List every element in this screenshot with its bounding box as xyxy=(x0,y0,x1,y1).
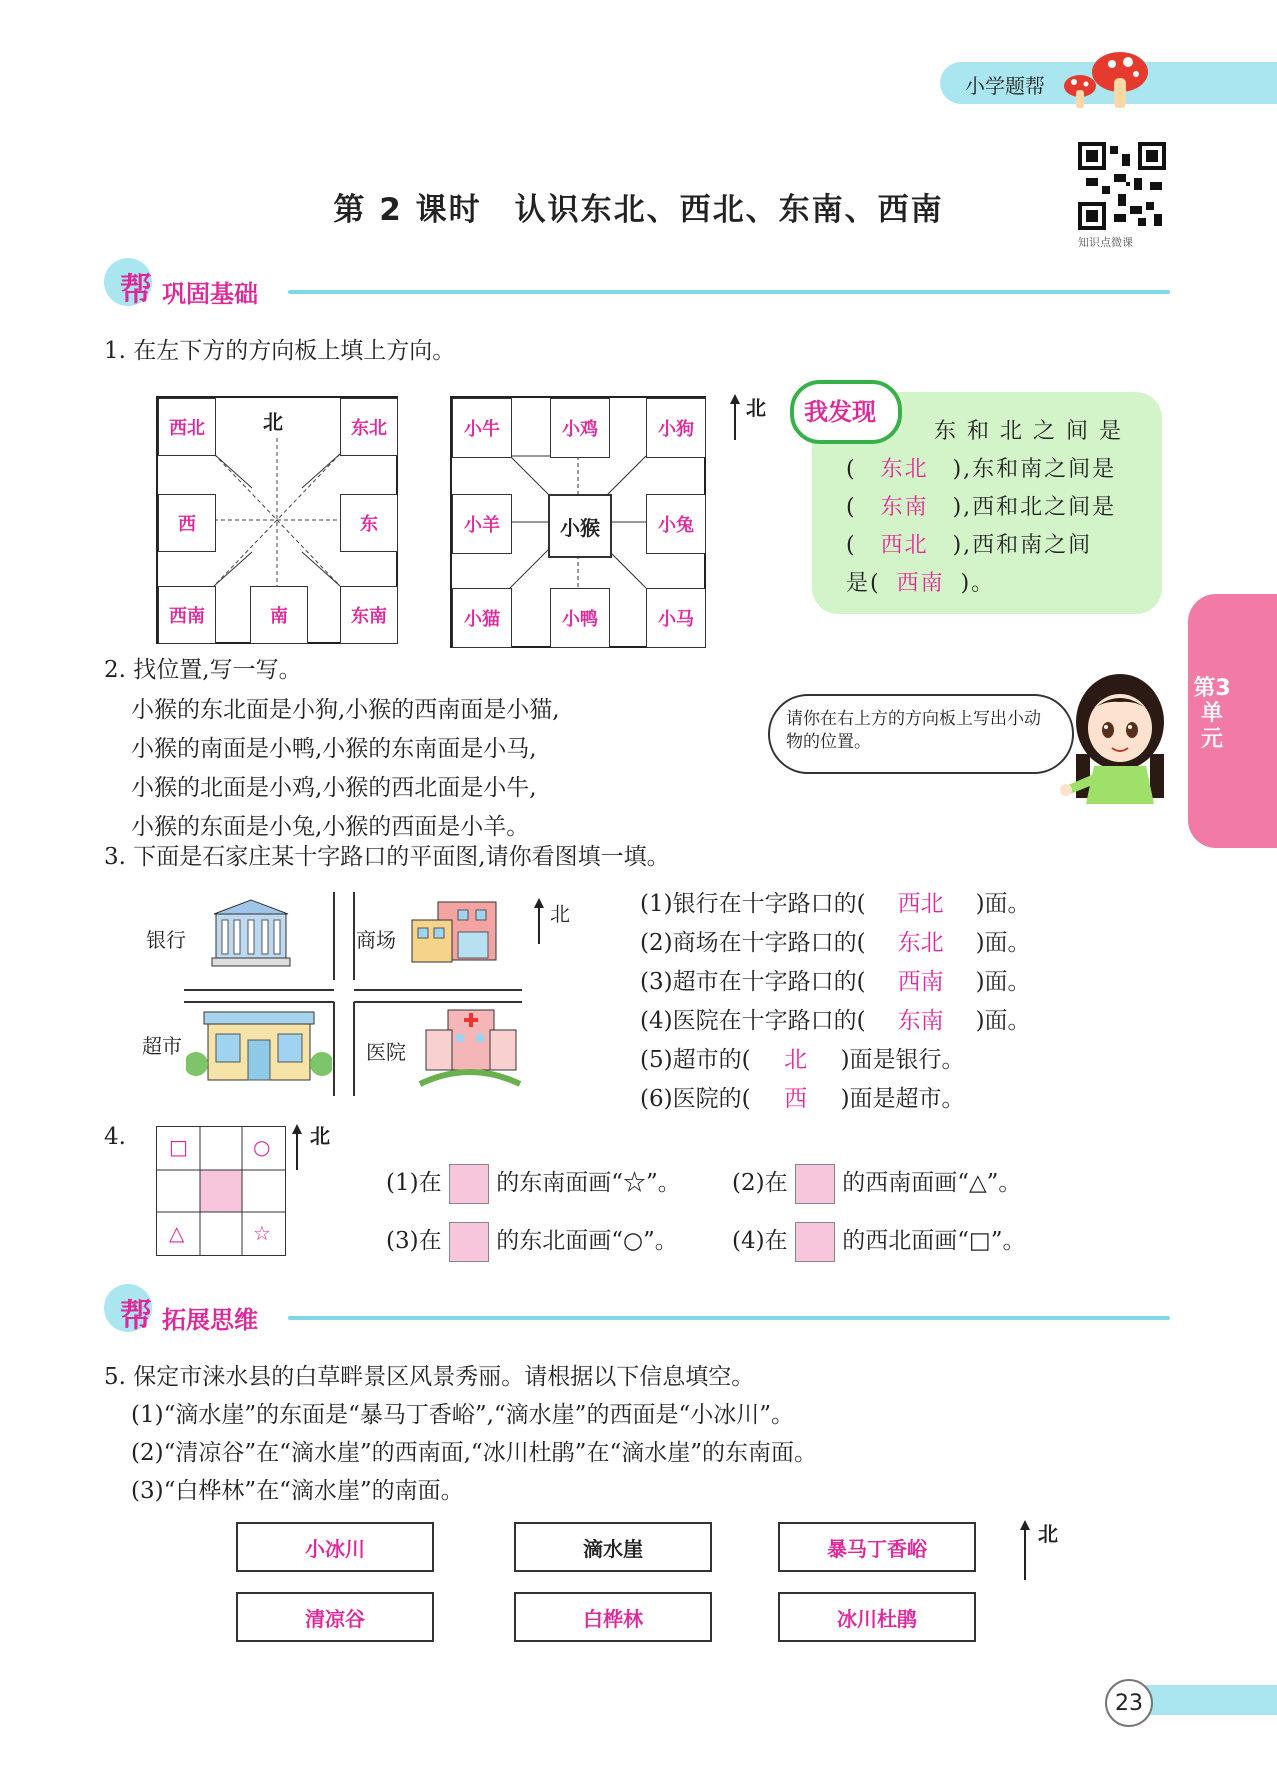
circle-symbol: ○ xyxy=(253,1135,271,1159)
section-title: 巩固基础 xyxy=(162,280,258,308)
supermarket-building-icon xyxy=(186,1008,332,1084)
q3-answer: 东北 xyxy=(897,930,944,956)
q2-line: 小猴的北面是小鸡,小猴的西北面是小牛, xyxy=(131,775,537,801)
label-bank: 银行 xyxy=(146,928,186,952)
q4-item: (4)在 的西北面画“□”。 xyxy=(732,1222,1025,1262)
discover-line-2: ( 东北 ),东和南之间是 xyxy=(846,452,1116,483)
q4-grid xyxy=(156,1126,286,1256)
discover-answer: 西南 xyxy=(896,571,945,596)
board2-cell-ne[interactable]: 小狗 xyxy=(646,398,706,458)
brand-name: 小学题帮 xyxy=(965,74,1045,98)
pink-answer-square xyxy=(449,1164,489,1204)
question-4-number: 4. xyxy=(104,1124,126,1150)
q3-item: (1)银行在十字路口的( 西北 )面。 xyxy=(640,891,1031,917)
discover-badge-text: 我发现 xyxy=(804,398,876,426)
north-arrow-icon xyxy=(728,394,742,442)
discover-answer: 东南 xyxy=(880,495,929,520)
speech-bubble-text: 请你在右上方的方向板上写出小动物的位置。 xyxy=(786,709,1041,752)
question-1: 1. 在左下方的方向板上填上方向。 xyxy=(104,338,456,364)
q3-answer: 西南 xyxy=(897,969,944,995)
scene-box-center: 滴水崖 xyxy=(514,1522,712,1572)
q3-answer: 西北 xyxy=(897,891,944,917)
north-label: 北 xyxy=(746,396,766,420)
discover-line-1: 东 和 北 之 间 是 xyxy=(934,419,1123,444)
direction-board-1 xyxy=(156,396,398,644)
page-title: 第 2 课时 认识东北、西北、东南、西南 xyxy=(333,192,944,228)
north-arrow-icon xyxy=(290,1124,304,1172)
pink-answer-square xyxy=(795,1222,835,1262)
label-hospital: 医院 xyxy=(366,1040,406,1064)
q3-answer: 东南 xyxy=(897,1008,944,1034)
board1-cell-w[interactable]: 西 xyxy=(158,494,216,552)
q3-item: (5)超市的( 北 )面是银行。 xyxy=(640,1047,965,1073)
question-5: 5. 保定市涞水县的白草畔景区风景秀丽。请根据以下信息填空。 xyxy=(104,1364,755,1390)
hospital-building-icon xyxy=(418,1004,522,1090)
q3-answer: 北 xyxy=(784,1047,808,1073)
north-arrow-icon xyxy=(1018,1520,1032,1582)
q3-item: (4)医院在十字路口的( 东南 )面。 xyxy=(640,1008,1031,1034)
question-3: 3. 下面是石家庄某十字路口的平面图,请你看图填一填。 xyxy=(104,844,670,870)
q4-item: (1)在 的东南面画“☆”。 xyxy=(386,1164,681,1204)
q3-item: (2)商场在十字路口的( 东北 )面。 xyxy=(640,930,1031,956)
board1-cell-se[interactable]: 东南 xyxy=(340,586,398,644)
q2-line: 小猴的东面是小兔,小猴的西面是小羊。 xyxy=(131,814,530,840)
board2-cell-w[interactable]: 小羊 xyxy=(452,494,512,554)
scene-box-s[interactable]: 白桦林 xyxy=(514,1592,712,1642)
discover-answer: 东北 xyxy=(880,457,929,482)
label-market: 超市 xyxy=(142,1034,182,1058)
q3-item: (6)医院的( 西 )面是超市。 xyxy=(640,1086,965,1112)
north-label: 北 xyxy=(1038,1522,1058,1546)
label-mall: 商场 xyxy=(356,928,396,952)
pink-answer-square xyxy=(449,1222,489,1262)
question-2: 2. 找位置,写一写。 xyxy=(104,657,302,683)
discover-answer: 西北 xyxy=(880,533,929,558)
section-extend-header xyxy=(104,1284,1170,1344)
q3-answer: 西 xyxy=(784,1086,808,1112)
scene-box-sw[interactable]: 清凉谷 xyxy=(236,1592,434,1642)
discover-line-5: 是( 西南 )。 xyxy=(846,566,995,597)
board1-cell-sw[interactable]: 西南 xyxy=(158,586,216,644)
section-title: 拓展思维 xyxy=(162,1306,258,1334)
star-symbol: ☆ xyxy=(253,1221,271,1245)
scene-box-se[interactable]: 冰川杜鹃 xyxy=(778,1592,976,1642)
board2-cell-n[interactable]: 小鸡 xyxy=(550,398,610,458)
section-badge-char: 帮 xyxy=(120,1296,153,1334)
scene-box-nw[interactable]: 小冰川 xyxy=(236,1522,434,1572)
board1-cell-ne[interactable]: 东北 xyxy=(340,398,398,456)
section-badge-char: 帮 xyxy=(120,270,153,308)
q3-item: (3)超市在十字路口的( 西南 )面。 xyxy=(640,969,1031,995)
north-label: 北 xyxy=(550,902,570,926)
unit-side-tab-label: 第3单元 xyxy=(1193,676,1231,752)
discover-line-4: ( 西北 ),西和南之间 xyxy=(846,528,1092,559)
q4-item: (2)在 的西南面画“△”。 xyxy=(732,1164,1021,1204)
discover-line-3: ( 东南 ),西和北之间是 xyxy=(846,490,1116,521)
pink-answer-square xyxy=(795,1164,835,1204)
q2-line: 小猴的南面是小鸭,小猴的东南面是小马, xyxy=(131,736,537,762)
north-label: 北 xyxy=(310,1124,330,1148)
section-divider xyxy=(288,1316,1170,1320)
square-symbol: □ xyxy=(169,1135,188,1159)
section-basic-header xyxy=(104,258,1170,318)
board1-cell-e[interactable]: 东 xyxy=(340,494,398,552)
qr-caption: 知识点微课 xyxy=(1078,236,1133,249)
board2-cell-sw[interactable]: 小猫 xyxy=(452,588,512,648)
triangle-symbol: △ xyxy=(169,1221,185,1245)
bank-building-icon xyxy=(210,898,292,968)
board2-cell-center: 小猴 xyxy=(548,494,612,558)
q5-line: (1)“滴水崖”的东面是“暴马丁香峪”,“滴水崖”的西面是“小冰川”。 xyxy=(131,1402,794,1428)
q2-line: 小猴的东北面是小狗,小猴的西南面是小猫, xyxy=(131,697,560,723)
north-arrow-icon xyxy=(532,898,546,946)
board2-cell-se[interactable]: 小马 xyxy=(646,588,706,648)
page-number: 23 xyxy=(1105,1679,1153,1727)
girl-illustration xyxy=(1060,674,1178,804)
section-divider xyxy=(288,290,1170,294)
mall-building-icon xyxy=(408,898,500,968)
qr-code-icon[interactable] xyxy=(1078,142,1166,230)
q5-line: (3)“白桦林”在“滴水崖”的南面。 xyxy=(131,1478,464,1504)
board2-cell-e[interactable]: 小兔 xyxy=(646,494,706,554)
q4-item: (3)在 的东北面画“○”。 xyxy=(386,1222,678,1262)
direction-board-2 xyxy=(450,396,706,648)
board2-cell-nw[interactable]: 小牛 xyxy=(452,398,512,458)
board1-cell-s[interactable]: 南 xyxy=(250,586,308,644)
board2-cell-s[interactable]: 小鸭 xyxy=(550,588,610,648)
mushroom-icon xyxy=(1062,44,1152,114)
board1-cell-nw[interactable]: 西北 xyxy=(158,398,216,456)
q5-line: (2)“清凉谷”在“滴水崖”的西南面,“冰川杜鹃”在“滴水崖”的东南面。 xyxy=(131,1440,817,1466)
scene-box-ne[interactable]: 暴马丁香峪 xyxy=(778,1522,976,1572)
board1-north: 北 xyxy=(263,410,283,434)
